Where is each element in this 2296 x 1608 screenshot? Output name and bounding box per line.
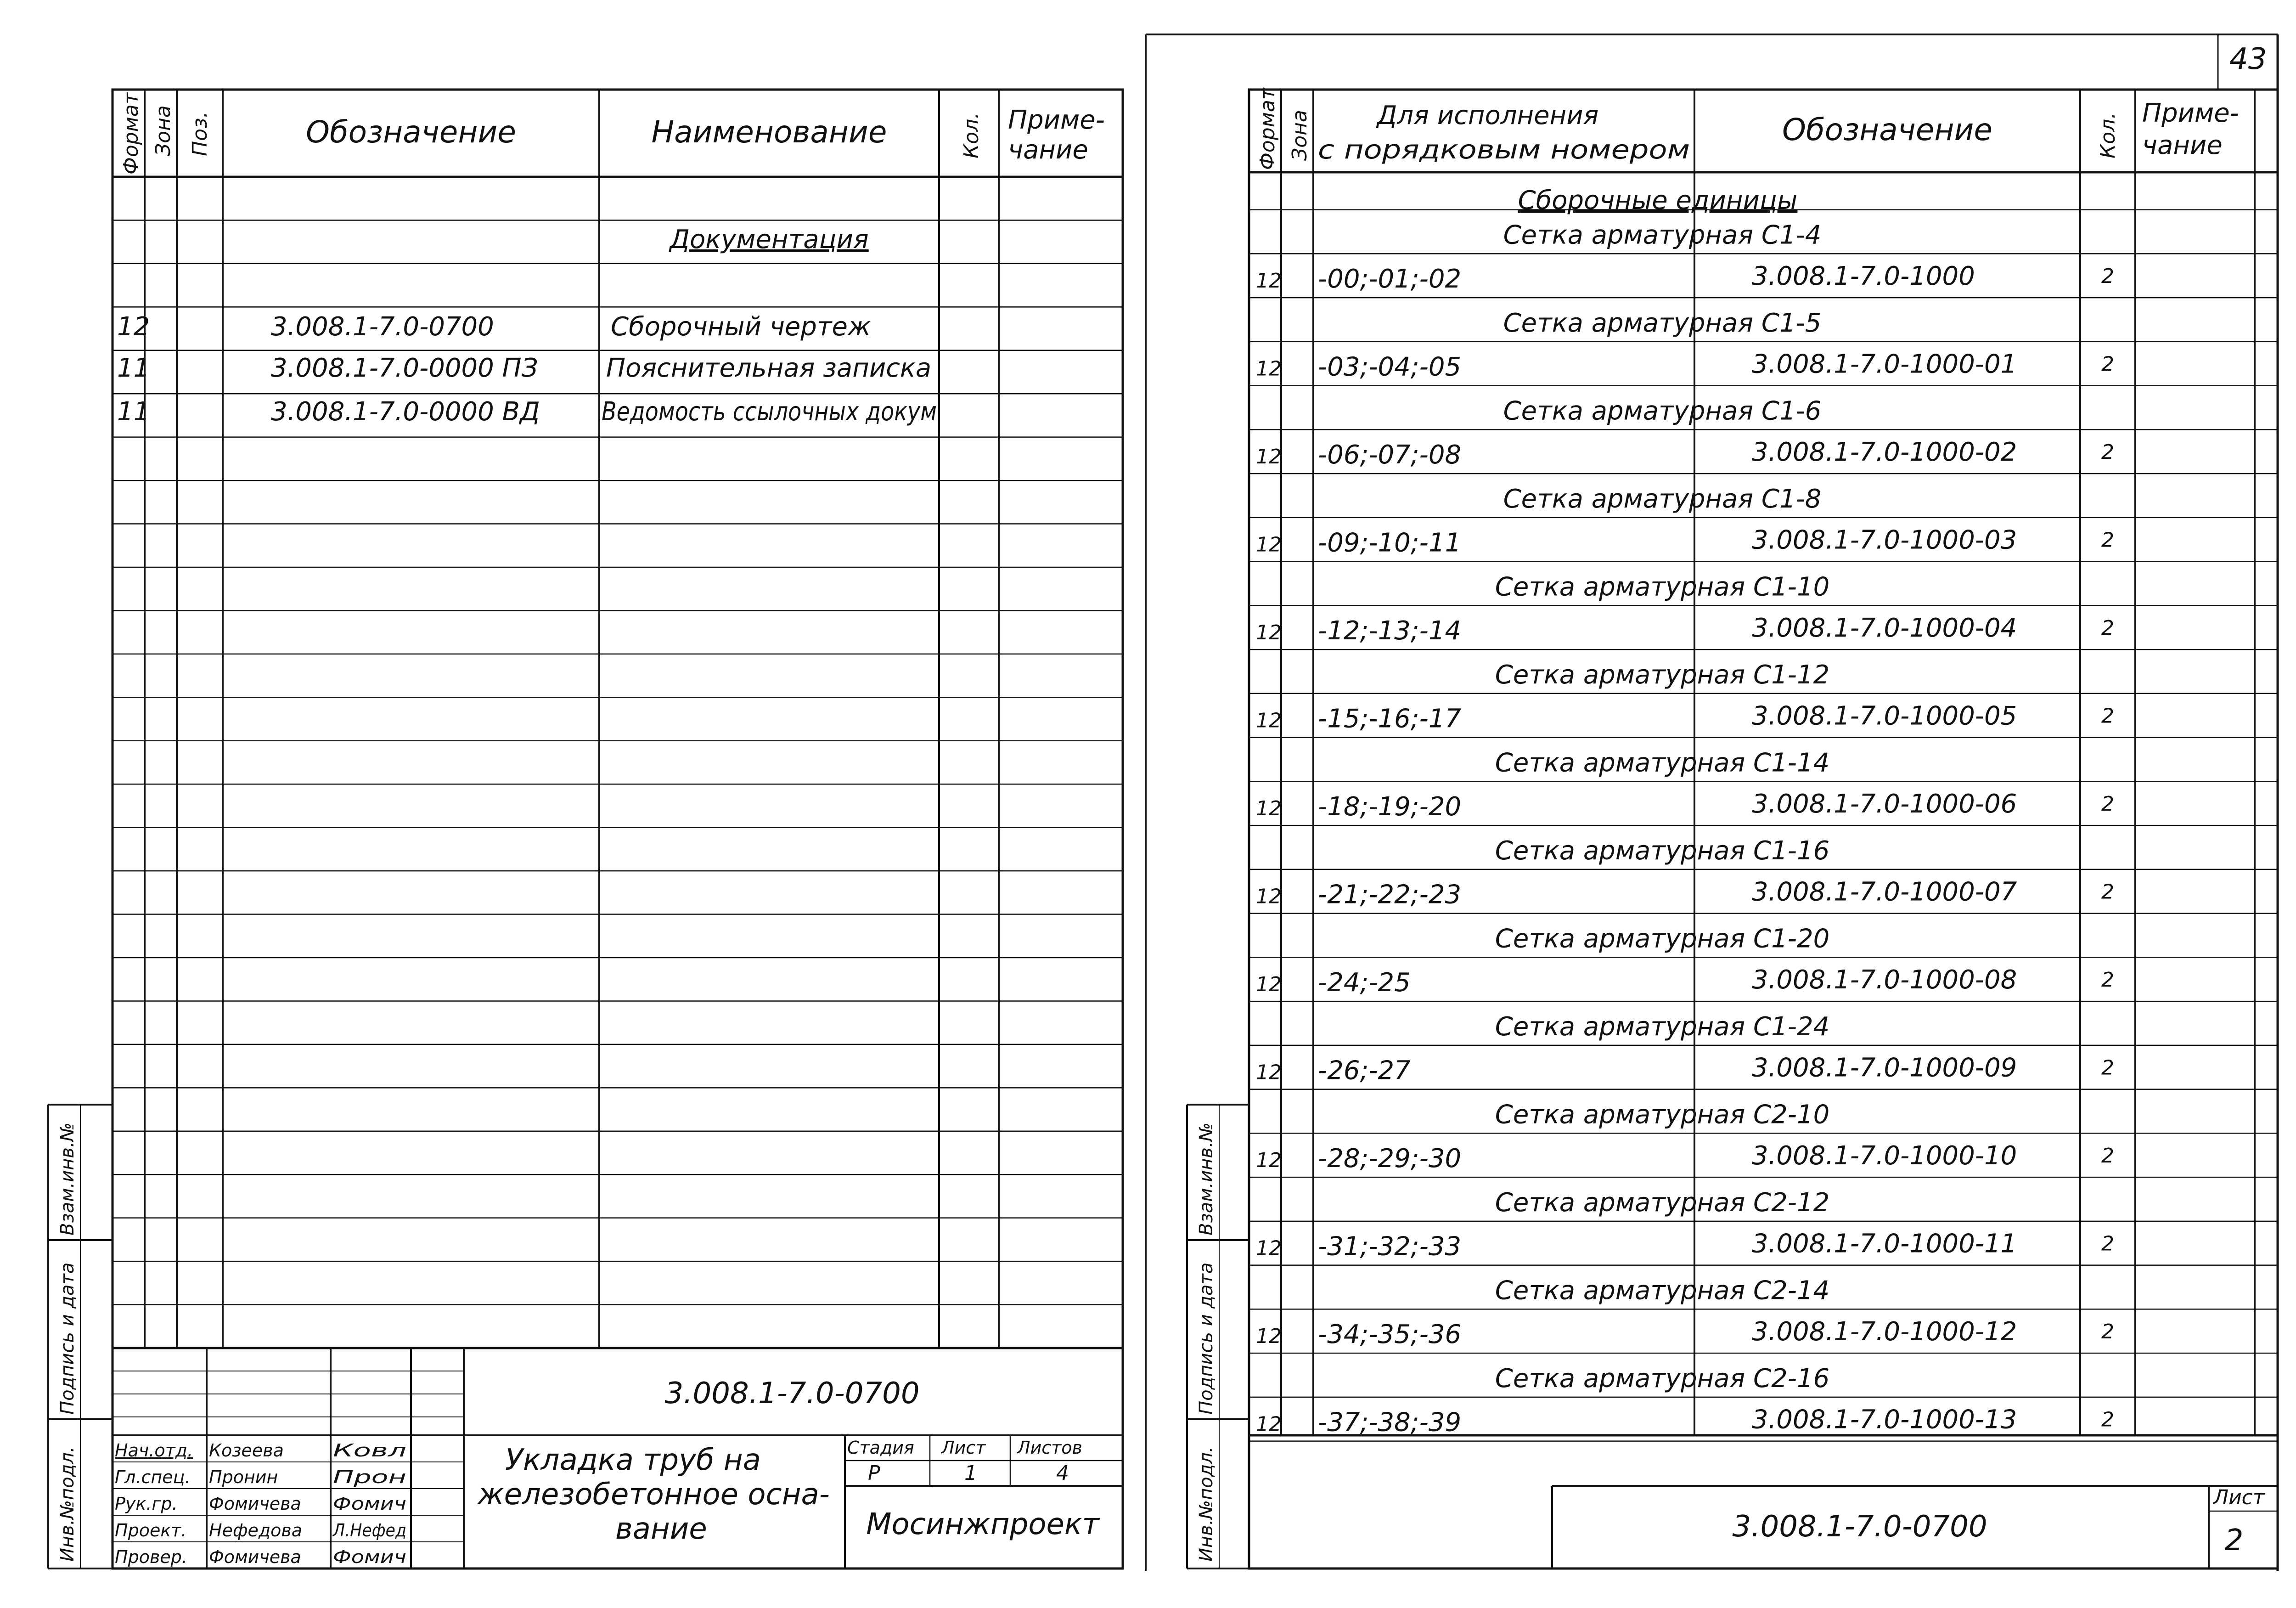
- group-title: Сетка арматурная С1-16: [1495, 835, 1830, 866]
- group-designation: 3.008.1-7.0-1000-11: [1752, 1229, 2017, 1259]
- group-designation: 3.008.1-7.0-1000-03: [1752, 525, 2017, 555]
- group-qty: 2: [2101, 880, 2114, 904]
- left-row-name: Пояснительная записка: [606, 353, 932, 383]
- group-designation: 3.008.1-7.0-1000-04: [1752, 613, 2017, 643]
- group-title: Сетка арматурная С2-10: [1495, 1100, 1830, 1130]
- left-hdr-zone: Зона: [152, 105, 175, 156]
- left-tb-title-1: Укладка труб на: [505, 1443, 761, 1477]
- left-tb-title-2: железобетонное осна-: [478, 1478, 830, 1512]
- left-row-format: 11: [117, 353, 150, 383]
- group-exec-range: -15;-16;-17: [1318, 704, 1462, 734]
- group-exec-range: -03;-04;-05: [1318, 352, 1462, 382]
- group-format: 12: [1256, 357, 1282, 381]
- group-qty: 2: [2101, 704, 2114, 728]
- left-hdr-note-1: Приме-: [1008, 105, 1105, 135]
- group-title: Сетка арматурная С1-6: [1503, 396, 1822, 426]
- left-side-vzam-inv: Взам.инв.№: [57, 1122, 78, 1236]
- signature-name: Нефедова: [209, 1520, 303, 1540]
- group-title: Сетка арматурная С1-8: [1503, 484, 1822, 514]
- left-section-title: Документация: [670, 225, 869, 254]
- right-hdr-exec-1: Для исполнения: [1377, 101, 1599, 130]
- group-exec-range: -09;-10;-11: [1318, 528, 1462, 558]
- signature-mark: Фомич: [333, 1494, 406, 1514]
- group-title: Сетка арматурная С1-24: [1495, 1011, 1830, 1042]
- signature-mark: Ковл: [333, 1440, 406, 1461]
- left-tb-sheets-label: Листов: [1017, 1438, 1082, 1458]
- left-tb-sheet-label: Лист: [941, 1438, 986, 1458]
- group-title: Сетка арматурная С1-20: [1495, 924, 1830, 954]
- page-number: 43: [2229, 42, 2267, 76]
- left-hdr-qty: Кол.: [960, 112, 983, 158]
- group-qty: 2: [2101, 1056, 2114, 1080]
- group-title: Сетка арматурная С2-12: [1495, 1187, 1830, 1218]
- group-qty: 2: [2101, 1320, 2114, 1344]
- signature-mark: Л.Нефед: [332, 1520, 406, 1540]
- group-qty: 2: [2101, 1232, 2114, 1256]
- left-hdr-designation: Обозначение: [306, 114, 516, 150]
- right-hdr-designation: Обозначение: [1782, 112, 1992, 147]
- group-format: 12: [1256, 797, 1282, 821]
- signature-mark: Прон: [333, 1467, 406, 1487]
- left-tb-title-3: вание: [615, 1512, 707, 1546]
- signature-name: Фомичева: [209, 1494, 301, 1514]
- group-exec-range: -24;-25: [1318, 968, 1411, 998]
- signature-name: Пронин: [209, 1467, 278, 1487]
- left-row-designation: 3.008.1-7.0-0700: [271, 312, 494, 342]
- left-sheet-frame: [113, 90, 1123, 1569]
- group-format: 12: [1256, 621, 1282, 645]
- group-designation: 3.008.1-7.0-1000-07: [1752, 877, 2017, 907]
- group-designation: 3.008.1-7.0-1000-02: [1752, 437, 2017, 468]
- group-qty: 2: [2101, 968, 2114, 992]
- left-hdr-format: Формат: [119, 92, 143, 175]
- right-hdr-format: Формат: [1256, 88, 1279, 170]
- group-exec-range: -26;-27: [1318, 1055, 1411, 1086]
- left-hdr-pos: Поз.: [188, 111, 212, 156]
- left-tb-stage-label: Стадия: [847, 1438, 914, 1458]
- group-format: 12: [1256, 269, 1282, 293]
- group-designation: 3.008.1-7.0-1000: [1752, 261, 1975, 292]
- group-qty: 2: [2101, 528, 2114, 552]
- signature-role: Провер.: [115, 1547, 187, 1567]
- signature-role: Нач.отд.: [115, 1440, 193, 1461]
- group-exec-range: -12;-13;-14: [1318, 616, 1462, 646]
- group-format: 12: [1256, 1236, 1282, 1260]
- signature-mark: Фомич: [333, 1547, 406, 1567]
- group-qty: 2: [2101, 352, 2114, 376]
- left-row-designation: 3.008.1-7.0-0000 ВД: [271, 397, 540, 427]
- left-side-sign-date: Подпись и дата: [57, 1262, 78, 1415]
- right-tb-sheet: 2: [2224, 1523, 2244, 1557]
- group-format: 12: [1256, 1325, 1282, 1348]
- right-hdr-note-2: чание: [2142, 130, 2223, 160]
- group-designation: 3.008.1-7.0-1000-01: [1752, 349, 2017, 379]
- group-title: Сетка арматурная С1-4: [1503, 220, 1822, 250]
- left-row-format: 12: [117, 312, 150, 342]
- signature-name: Козеева: [209, 1440, 284, 1461]
- signature-role: Проект.: [115, 1520, 187, 1540]
- group-designation: 3.008.1-7.0-1000-10: [1752, 1141, 2017, 1171]
- left-spec-sheet: [48, 90, 1123, 1569]
- right-hdr-note-1: Приме-: [2142, 98, 2239, 128]
- group-title: Сетка арматурная С1-5: [1503, 308, 1822, 338]
- right-side-vzam-inv: Взам.инв.№: [1196, 1122, 1217, 1236]
- left-tb-organization: Мосинжпроект: [866, 1507, 1099, 1541]
- left-tb-stage: Р: [868, 1461, 880, 1485]
- group-exec-range: -18;-19;-20: [1318, 792, 1462, 822]
- right-tb-code: 3.008.1-7.0-0700: [1732, 1510, 1987, 1544]
- group-exec-range: -21;-22;-23: [1318, 880, 1462, 910]
- right-side-sign-date: Подпись и дата: [1196, 1262, 1217, 1415]
- left-hdr-name: Наименование: [651, 114, 887, 150]
- group-qty: 2: [2101, 440, 2114, 464]
- group-qty: 2: [2101, 1408, 2114, 1432]
- group-exec-range: -37;-38;-39: [1318, 1407, 1462, 1438]
- left-tb-sheets: 4: [1056, 1461, 1069, 1485]
- group-format: 12: [1256, 885, 1282, 908]
- group-qty: 2: [2101, 265, 2114, 288]
- left-hdr-note-2: чание: [1008, 135, 1088, 165]
- group-title: Сетка арматурная С2-16: [1495, 1363, 1830, 1394]
- left-row-name: Сборочный чертеж: [611, 312, 871, 342]
- right-hdr-exec-2: с порядковым номером: [1318, 135, 1690, 165]
- group-designation: 3.008.1-7.0-1000-09: [1752, 1053, 2017, 1083]
- group-format: 12: [1256, 533, 1282, 557]
- group-designation: 3.008.1-7.0-1000-05: [1752, 701, 2017, 731]
- group-qty: 2: [2101, 792, 2114, 816]
- group-exec-range: -06;-07;-08: [1318, 440, 1462, 470]
- group-designation: 3.008.1-7.0-1000-12: [1752, 1317, 2017, 1347]
- group-exec-range: -00;-01;-02: [1318, 264, 1462, 294]
- group-title: Сетка арматурная С2-14: [1495, 1275, 1830, 1306]
- group-exec-range: -28;-29;-30: [1318, 1144, 1462, 1174]
- group-format: 12: [1256, 709, 1282, 733]
- signature-name: Фомичева: [209, 1547, 301, 1567]
- signature-role: Гл.спец.: [115, 1467, 191, 1487]
- right-section-title: Сборочные единицы: [1518, 186, 1798, 215]
- group-title: Сетка арматурная С1-14: [1495, 748, 1830, 778]
- group-format: 12: [1256, 1061, 1282, 1084]
- group-format: 12: [1256, 1412, 1282, 1436]
- left-tb-sheet: 1: [964, 1461, 977, 1485]
- right-side-inv-orig: Инв.№подл.: [1196, 1446, 1217, 1562]
- left-row-format: 11: [117, 397, 150, 427]
- signature-role: Рук.гр.: [115, 1494, 178, 1514]
- group-exec-range: -34;-35;-36: [1318, 1320, 1462, 1350]
- group-format: 12: [1256, 445, 1282, 469]
- text-layer: [57, 42, 2267, 1567]
- left-tb-code: 3.008.1-7.0-0700: [664, 1377, 920, 1411]
- group-format: 12: [1256, 973, 1282, 997]
- group-designation: 3.008.1-7.0-1000-06: [1752, 789, 2017, 819]
- group-qty: 2: [2101, 616, 2114, 640]
- left-row-name: Ведомость ссылочных докум: [602, 397, 937, 427]
- group-title: Сетка арматурная С1-10: [1495, 572, 1830, 602]
- right-hdr-qty: Кол.: [2096, 112, 2120, 158]
- left-side-inv-orig: Инв.№подл.: [57, 1446, 78, 1562]
- group-qty: 2: [2101, 1144, 2114, 1168]
- right-hdr-zone: Зона: [1288, 110, 1311, 161]
- group-format: 12: [1256, 1149, 1282, 1173]
- left-row-designation: 3.008.1-7.0-0000 ПЗ: [271, 353, 538, 383]
- group-title: Сетка арматурная С1-12: [1495, 660, 1830, 690]
- right-tb-sheet-label: Лист: [2213, 1486, 2265, 1509]
- group-designation: 3.008.1-7.0-1000-08: [1752, 965, 2017, 995]
- group-designation: 3.008.1-7.0-1000-13: [1752, 1405, 2017, 1435]
- group-exec-range: -31;-32;-33: [1318, 1231, 1462, 1262]
